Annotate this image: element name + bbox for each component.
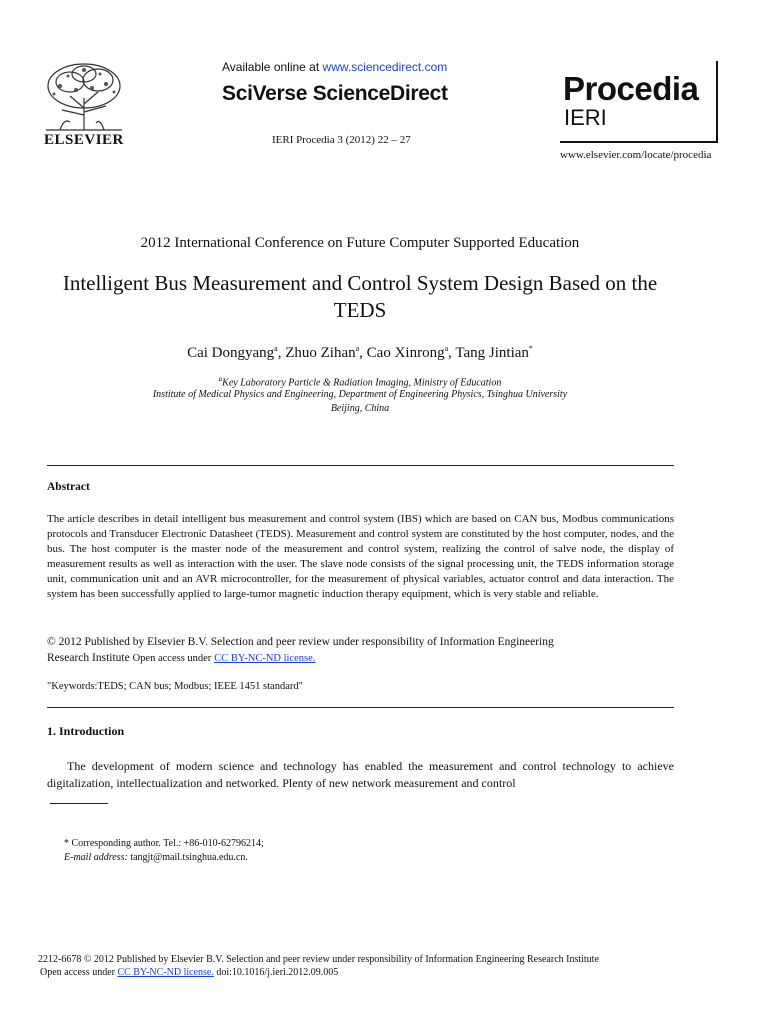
- availability-line: [222, 60, 447, 74]
- sciencedirect-link[interactable]: www.sciencedirect.com: [322, 60, 448, 74]
- footnote-rule: [50, 803, 108, 804]
- email-address: tangjt@mail.tsinghua.edu.cn.: [130, 852, 248, 863]
- abstract-heading: Abstract: [47, 481, 90, 493]
- affiliation-line-3: Beijing, China: [330, 403, 390, 414]
- affiliation-sup: a: [218, 375, 223, 383]
- abstract-top-rule: [47, 465, 674, 466]
- journal-subname: IERI: [564, 105, 607, 130]
- journal-name: Procedia: [563, 70, 699, 107]
- author-name: Zhuo Zihan: [285, 345, 356, 361]
- footer-copyright: 2212-6678 © 2012 Published by Elsevier B.V. Selection and peer review under responsibility of Information Engineering Research Institute: [38, 954, 599, 965]
- copyright-notice: [47, 634, 647, 667]
- author-list: Cai Dongyang$^a$, Zhuo Zihan$^a$, Cao Xinrong$^a$, Tang Jintian*: [187, 344, 533, 361]
- email-label: E-mail address:: [64, 852, 128, 863]
- affiliation-text: Key Laboratory Particle & Radiation Imaging, Ministry of Education: [222, 377, 502, 389]
- footer-open-access-prefix: Open access under: [40, 967, 115, 978]
- license-link[interactable]: CC BY-NC-ND license.: [214, 653, 316, 664]
- author-sup: a: [444, 344, 449, 353]
- author-sup: a: [355, 344, 360, 353]
- footer-license-line: [40, 967, 338, 978]
- platform-name: SciVerse ScienceDirect: [222, 82, 448, 105]
- copyright-line-2: [47, 650, 647, 667]
- keywords-bottom-rule: [47, 707, 674, 708]
- conference-name: 2012 International Conference on Future Computer Supported Education: [140, 235, 580, 251]
- affiliation-line-1: [0, 375, 720, 388]
- author-sup: a: [274, 344, 278, 353]
- section-heading: 1. Introduction: [47, 724, 125, 738]
- availability-prefix: Available online at: [222, 60, 320, 74]
- journal-url[interactable]: www.elsevier.com/locate/procedia: [560, 149, 712, 161]
- author-sup: *: [528, 344, 533, 353]
- email-note: [64, 852, 248, 863]
- author-name: Cai Dongyang: [187, 345, 275, 361]
- publisher-name: ELSEVIER: [44, 132, 124, 148]
- intro-paragraph: The development of modern science and technology has enabled the measurement and control technology to achieve digitalization, intellectualization and networked. Plenty of new network measurement and control: [47, 759, 674, 790]
- journal-reference: IERI Procedia 3 (2012) 22 – 27: [272, 134, 411, 146]
- author-name: Tang Jintian: [455, 345, 529, 361]
- copyright-line-1: © 2012 Published by Elsevier B.V. Selection and peer review under responsibility of Information Engineering: [47, 636, 554, 648]
- open-access-prefix: Open access under: [132, 653, 212, 664]
- copyright-institute: Research Institute: [47, 652, 130, 664]
- author-name: Cao Xinrong: [366, 345, 445, 361]
- abstract-body: The article describes in detail intelligent bus measurement and control system (IBS) which are based on CAN bus, Modbus communications protocols and Transducer Electronic Datasheet (TEDS). Measurement and control system are constituted by the host computer, nodes, and the bus. The host computer is the master node of the measurement and control system, realizing the control of salve node, the display of measurement results as well as interaction with the user. The slave node consists of the signal processing unit, the TEDS information storage unit, communication unit and an AVR microcontroller, for the measurement of physical variables, actuator control and data interaction. The system has been successfully applied to large-tumor magnetic induction therapy equipment, which is very stable and reliable.: [47, 513, 674, 600]
- paper-title: Intelligent Bus Measurement and Control System Design Based on the TEDS: [62, 271, 658, 322]
- corresponding-author-note: * Corresponding author. Tel.: +86-010-62796214;: [64, 838, 264, 849]
- affiliation-line-2: Institute of Medical Physics and Engineering, Department of Engineering Physics, Tsinghua University: [152, 389, 568, 400]
- footer-license-link[interactable]: CC BY-NC-ND license.: [117, 967, 214, 978]
- footer-doi: doi:10.1016/j.ieri.2012.09.005: [216, 967, 339, 978]
- keywords: "Keywords:TEDS; CAN bus; Modbus; IEEE 1451 standard": [47, 681, 303, 692]
